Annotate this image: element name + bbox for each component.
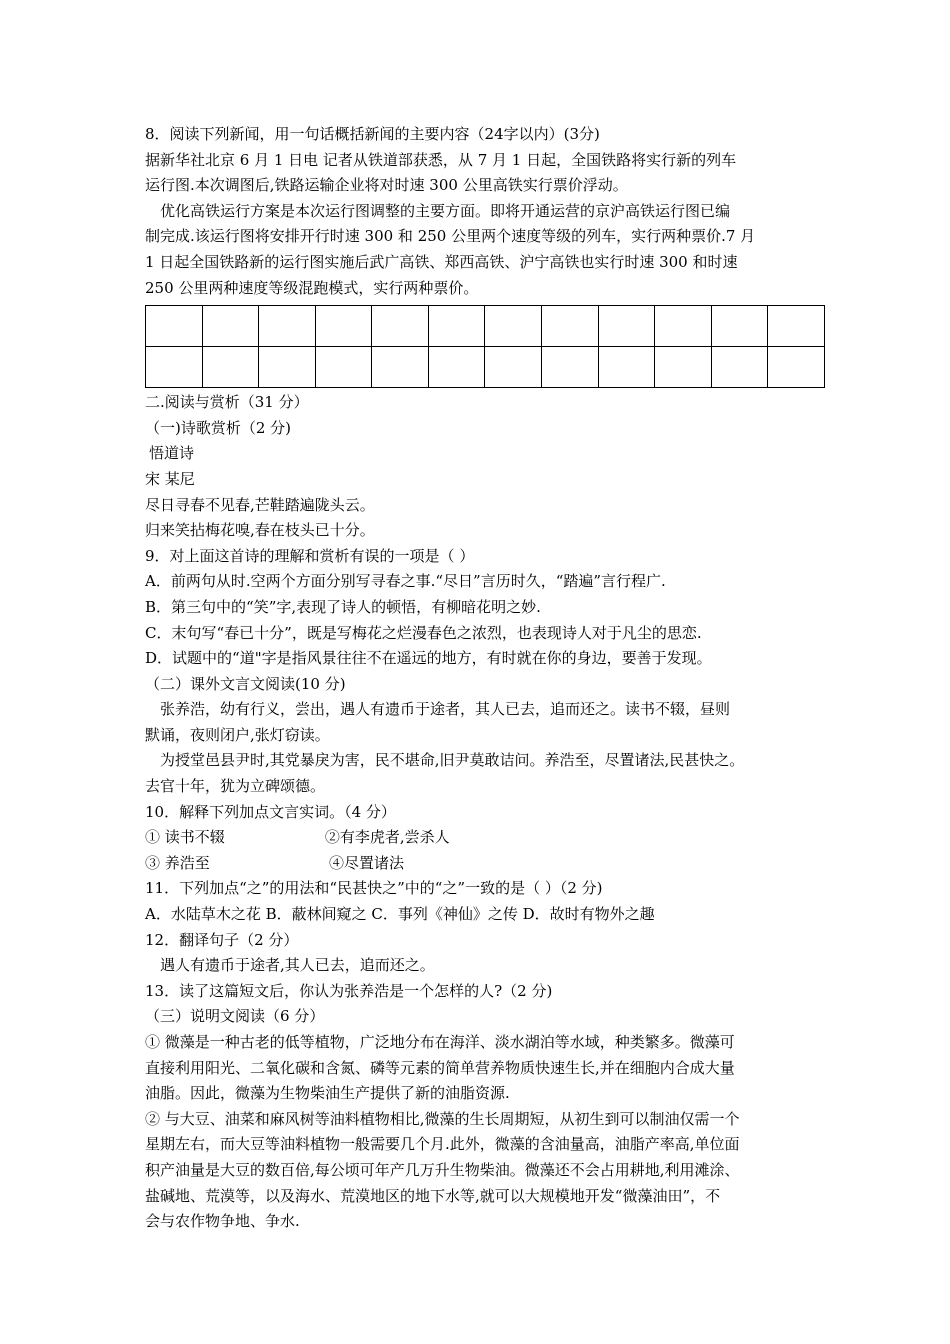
news-paragraph-2-line-2: 制完成.该运行图将安排开行时速 300 和 250 公里两个速度等级的列车，实行两种票价.7 月 [145, 227, 756, 246]
answer-grid-row [146, 306, 825, 347]
news-paragraph-1-line-2: 运行图.本次调图后,铁路运输企业将对时速 300 公里高铁实行票价浮动。 [145, 176, 628, 195]
answer-grid-cell[interactable] [428, 347, 485, 388]
answer-grid[interactable] [145, 305, 825, 388]
expository-paragraph-2-line-5: 会与农作物争地、争水. [145, 1212, 300, 1231]
question-9-title: 9．对上面这首诗的理解和赏析有误的一项是（ ） [145, 546, 475, 565]
answer-grid-cell[interactable] [485, 347, 542, 388]
answer-grid-cell[interactable] [202, 347, 259, 388]
poem-title: 悟道诗 [149, 444, 195, 463]
section-2-title: 二.阅读与赏析（31 分） [145, 393, 309, 412]
poem-line-1: 尽日寻春不见春,芒鞋踏遍陇头云。 [145, 495, 375, 514]
answer-grid-cell[interactable] [372, 306, 429, 347]
news-paragraph-2-line-4: 250 公里两种速度等级混跑模式，实行两种票价。 [145, 278, 479, 297]
classical-heading: （二）课外文言文阅读(10 分) [145, 674, 346, 693]
answer-grid-cell[interactable] [259, 347, 316, 388]
classical-paragraph-2-line-1: 为授堂邑县尹时,其党暴戾为害，民不堪命,旧尹莫敢诘问。养浩至，尽置诸法,民甚快之。 [160, 751, 745, 770]
answer-grid-cell[interactable] [428, 306, 485, 347]
poem-author: 宋 某尼 [145, 469, 195, 488]
answer-grid-cell[interactable] [655, 306, 712, 347]
question-10-row-2: ③ 养浩至 ④尽置诸法 [145, 853, 404, 872]
poetry-heading: （一)诗歌赏析（2 分) [145, 418, 292, 437]
poem-line-2: 归来笑拈梅花嗅,春在枝头已十分。 [145, 521, 375, 540]
question-9-option-b: B．第三句中的“笑”字,表现了诗人的顿悟，有柳暗花明之妙. [145, 597, 541, 616]
expository-heading: （三）说明文阅读（6 分） [145, 1007, 325, 1026]
answer-grid-cell[interactable] [202, 306, 259, 347]
question-12-sentence: 遇人有遗币于途者,其人已去，追而还之。 [160, 956, 435, 975]
question-9-option-d: D．试题中的“道"字是指风景往往不在遥远的地方，有时就在你的身边，要善于发现。 [145, 649, 712, 668]
news-paragraph-2-line-3: 1 日起全国铁路新的运行图实施后武广高铁、郑西高铁、沪宁高铁也实行时速 300 和时速 [145, 252, 738, 271]
expository-paragraph-2-line-3: 积产油量是大豆的数百倍,每公顷可年产几万升生物柴油。微藻还不会占用耕地,利用滩涂、 [145, 1160, 740, 1179]
classical-paragraph-2-line-2: 去官十年，犹为立碑颂德。 [145, 777, 326, 796]
answer-grid-row [146, 347, 825, 388]
question-11-options: A．水陆草木之花 B．蔽林间窥之 C．事列《神仙》之传 D．故时有物外之趣 [145, 905, 655, 924]
answer-grid-cell[interactable] [485, 306, 542, 347]
expository-paragraph-1-line-3: 油脂。因此，微藻为生物柴油生产提供了新的油脂资源. [145, 1084, 510, 1103]
expository-paragraph-2-line-4: 盐碱地、荒漠等，以及海水、荒漠地区的地下水等,就可以大规模地开发“微藻油田”，不 [145, 1186, 721, 1205]
answer-grid-cell[interactable] [711, 306, 768, 347]
question-8-title: 8．阅读下列新闻，用一句话概括新闻的主要内容（24字以内）(3分) [145, 125, 600, 143]
answer-grid-cell[interactable] [598, 306, 655, 347]
answer-grid-cell[interactable] [768, 347, 825, 388]
expository-paragraph-2-line-2: 星期左右，而大豆等油料植物一般需要几个月.此外，微藻的含油量高，油脂产率高,单位面 [145, 1135, 740, 1154]
answer-grid-cell[interactable] [542, 347, 599, 388]
question-10-row-1: ① 读书不辍 ②有李虎者,尝杀人 [145, 828, 450, 847]
answer-grid-cell[interactable] [598, 347, 655, 388]
answer-grid-cell[interactable] [146, 306, 203, 347]
answer-grid-cell[interactable] [146, 347, 203, 388]
answer-grid-cell[interactable] [655, 347, 712, 388]
classical-paragraph-1-line-1: 张养浩，幼有行义，尝出，遇人有遗币于途者，其人已去，追而还之。读书不辍，昼则 [160, 700, 731, 719]
expository-paragraph-2-line-1: ② 与大豆、油菜和麻风树等油料植物相比,微藻的生长周期短，从初生到可以制油仅需一个 [145, 1109, 740, 1128]
expository-paragraph-1-line-2: 直接利用阳光、二氧化碳和含氮、磷等元素的简单营养物质快速生长,并在细胞内合成大量 [145, 1058, 735, 1077]
question-12-title: 12．翻译句子（2 分） [145, 930, 299, 949]
document-page [145, 122, 825, 1235]
answer-grid-cell[interactable] [768, 306, 825, 347]
answer-grid-cell[interactable] [315, 347, 372, 388]
answer-grid-cell[interactable] [259, 306, 316, 347]
question-11-title: 11．下列加点“之”的用法和“民甚快之”中的“之”一致的是（ ）（2 分) [145, 879, 603, 898]
question-9-option-a: A．前两句从时.空两个方面分别写寻春之事.“尽日”言历时久，“踏遍”言行程广. [145, 572, 666, 591]
answer-grid-cell[interactable] [372, 347, 429, 388]
news-paragraph-2-line-1: 优化高铁运行方案是本次运行图调整的主要方面。即将开通运营的京沪高铁运行图已编 [160, 201, 731, 220]
question-13-title: 13．读了这篇短文后，你认为张养浩是一个怎样的人?（2 分) [145, 981, 553, 1000]
news-paragraph-1-line-1: 据新华社北京 6 月 1 日电 记者从铁道部获悉，从 7 月 1 日起，全国铁路将实行新的列车 [145, 150, 737, 169]
answer-grid-wrapper [145, 305, 825, 388]
answer-grid-cell[interactable] [542, 306, 599, 347]
question-10-title: 10．解释下列加点文言实词。（4 分） [145, 802, 396, 821]
answer-grid-cell[interactable] [711, 347, 768, 388]
expository-paragraph-1-line-1: ① 微藻是一种古老的低等植物，广泛地分布在海洋、淡水湖泊等水域，种类繁多。微藻可 [145, 1033, 735, 1051]
answer-grid-cell[interactable] [315, 306, 372, 347]
classical-paragraph-1-line-2: 默诵，夜则闭户,张灯窃读。 [145, 725, 330, 744]
question-9-option-c: C．末句写“春已十分”，既是写梅花之烂漫春色之浓烈，也表现诗人对于凡尘的思恋. [145, 623, 702, 642]
